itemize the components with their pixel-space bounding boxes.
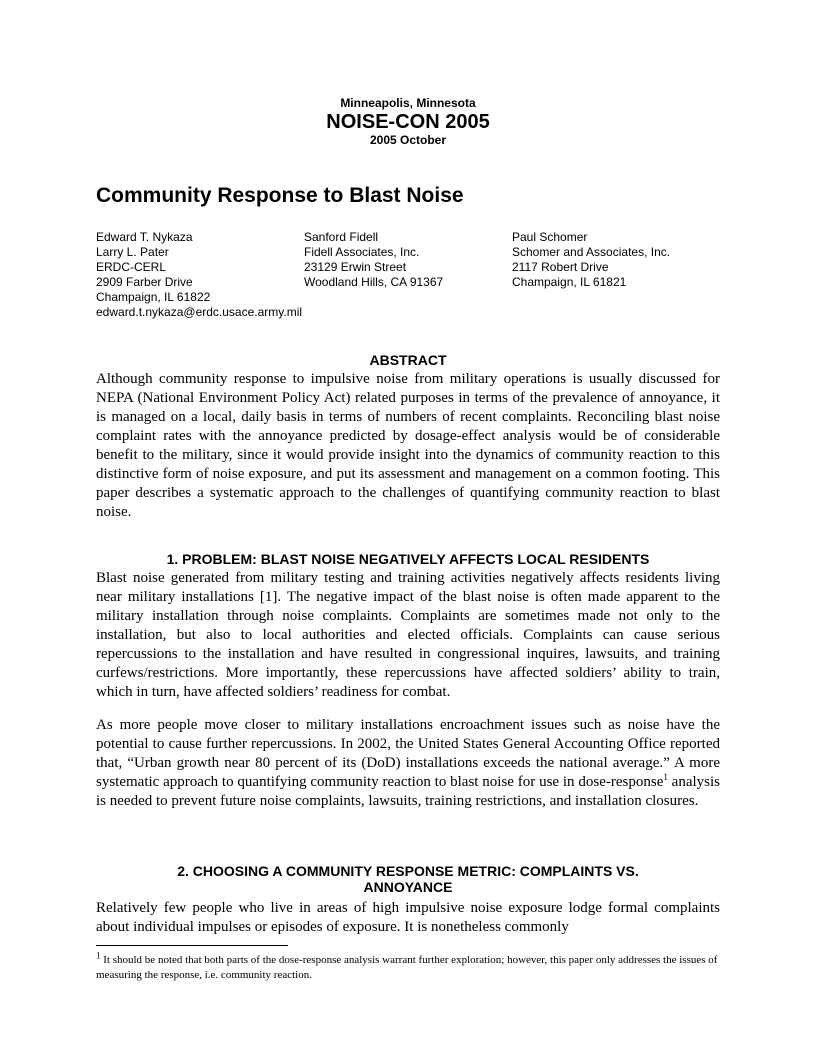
conference-name: NOISE-CON 2005 bbox=[326, 111, 490, 133]
author-column-3 bbox=[512, 230, 670, 290]
author-line: Sanford Fidell bbox=[304, 230, 379, 244]
author-line: 2909 Farber Drive bbox=[96, 275, 193, 289]
paragraph-text: analysis is needed to prevent future noise complaints, lawsuits, training restrictions, and installation closures. bbox=[96, 774, 721, 809]
author-email: edward.t.nykaza@erdc.usace.army.mil bbox=[96, 305, 303, 319]
author-line: Schomer and Associates, Inc. bbox=[512, 245, 671, 259]
footnote bbox=[96, 950, 720, 983]
author-line: Edward T. Nykaza bbox=[96, 230, 193, 244]
section-1-paragraph-2 bbox=[96, 716, 720, 811]
section-2-heading-line: ANNOYANCE bbox=[363, 879, 453, 895]
section-2-heading bbox=[96, 863, 720, 895]
abstract-heading: ABSTRACT bbox=[369, 352, 447, 368]
footnote-ref: 1 bbox=[663, 772, 668, 782]
author-line: 23129 Erwin Street bbox=[304, 260, 407, 274]
conference-date: 2005 October bbox=[369, 133, 447, 147]
footnote-text: It should be noted that both parts of the dose-response analysis warrant further exploration; however, this paper only addresses the issues of measuring the response, i.e. community reaction. bbox=[96, 954, 718, 981]
section-2-heading-line: 2. CHOOSING A COMMUNITY RESPONSE METRIC: COMPLAINTS VS. bbox=[177, 863, 639, 879]
author-line: Woodland Hills, CA 91367 bbox=[304, 275, 444, 289]
section-1-heading: 1. PROBLEM: BLAST NOISE NEGATIVELY AFFECTS LOCAL RESIDENTS bbox=[166, 551, 650, 567]
paragraph-text: As more people move closer to military installations encroachment issues such as noise have the potential to cause further repercussions. In 2002, the United States General Accounting Office reported that, “Urban growth near 80 percent of its (DoD) installations exceeds the national average.” A more systematic approach to quantifying community reaction to blast noise for use in dose-response bbox=[96, 717, 720, 790]
footnote-mark: 1 bbox=[96, 950, 101, 961]
section-2-paragraph-1: Relatively few people who live in areas of high impulsive noise exposure lodge formal complaints about individual impulses or episodes of exposure. It is nonetheless commonly bbox=[96, 900, 720, 935]
footnote-divider bbox=[96, 945, 288, 946]
paper-title: Community Response to Blast Noise bbox=[96, 184, 464, 207]
author-line: ERDC-CERL bbox=[96, 260, 167, 274]
paper-page bbox=[96, 96, 721, 981]
conference-header bbox=[96, 96, 720, 148]
author-column-2 bbox=[304, 230, 443, 290]
author-line: 2117 Robert Drive bbox=[512, 260, 609, 274]
abstract-text: Although community response to impulsive noise from military operations is usually discussed for NEPA (National Environment Policy Act) related purposes in terms of the prevalence of annoyance, it is managed on a local, daily basis in terms of numbers of recent complaints. Reconciling blast noise complaint rates with the annoyance predicted by dosage-effect analysis would be of considerable benefit to the military, since it would provide insight into the dynamics of community reaction to this distinctive form of noise exposure, and put its assessment and management on a common footing. This paper describes a systematic approach to the challenges of quantifying community reaction to blast noise. bbox=[96, 371, 720, 520]
author-line: Fidell Associates, Inc. bbox=[304, 245, 420, 259]
conference-city: Minneapolis, Minnesota bbox=[340, 96, 476, 110]
author-column-1 bbox=[96, 230, 302, 320]
author-line: Champaign, IL 61821 bbox=[512, 275, 627, 289]
author-line: Larry L. Pater bbox=[96, 245, 169, 259]
author-line: Paul Schomer bbox=[512, 230, 588, 244]
section-1-paragraph-1: Blast noise generated from military testing and training activities negatively affects residents living near military installations [1]. The negative impact of the blast noise is often made apparent to the military installation through noise complaints. Complaints are sometimes made not only to the installation, but also to local authorities and elected officials. Complaints can cause serious repercussions to the installation and have resulted in congressional inquires, lawsuits, and training curfews/restrictions. More importantly, these repercussions have affected soldiers’ ability to train, which in turn, have affected soldiers’ readiness for combat. bbox=[96, 570, 720, 700]
author-line: Champaign, IL 61822 bbox=[96, 290, 211, 304]
